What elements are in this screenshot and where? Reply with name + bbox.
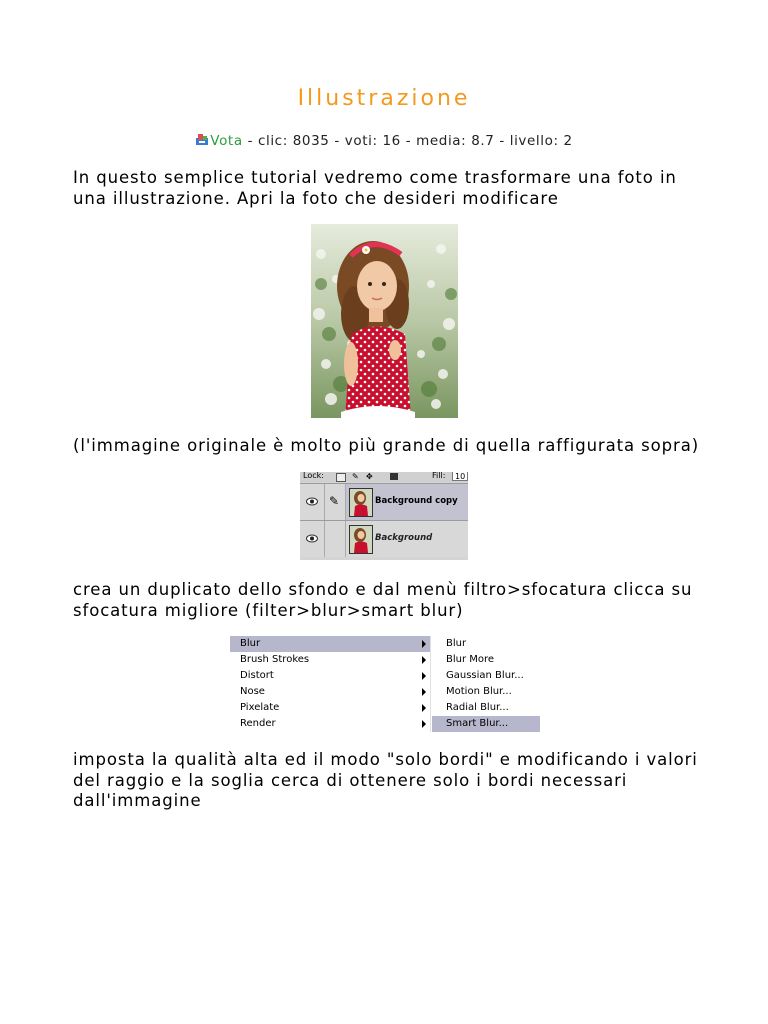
lock-brush-icon[interactable]: ✎	[352, 472, 359, 481]
blur-submenu	[432, 636, 540, 732]
vote-stats-line	[0, 133, 768, 149]
fill-label: Fill:	[432, 472, 446, 480]
layer-thumbnail	[349, 488, 373, 517]
layers-toolbar	[300, 472, 468, 482]
submenu-arrow-icon	[422, 720, 426, 728]
submenu-item-radial-blur[interactable]: Radial Blur...	[446, 702, 509, 713]
page-title: Illustrazione	[297, 86, 471, 111]
layer-thumbnail	[349, 525, 373, 554]
submenu-arrow-icon	[422, 704, 426, 712]
fill-value-field[interactable]: 10	[452, 472, 468, 481]
submenu-item-gaussian-blur[interactable]: Gaussian Blur...	[446, 670, 524, 681]
original-photo	[311, 224, 458, 418]
eye-icon[interactable]	[306, 534, 318, 543]
submenu-arrow-icon	[422, 640, 426, 648]
layer-name: Background	[375, 533, 433, 543]
layer-row-background[interactable]	[300, 520, 468, 557]
vote-stats: - clic: 8035 - voti: 16 - media: 8.7 - livello: 2	[242, 133, 573, 149]
vote-link[interactable]: Vota	[210, 133, 243, 149]
submenu-arrow-icon	[422, 672, 426, 680]
submenu-item-motion-blur[interactable]: Motion Blur...	[446, 686, 512, 697]
eye-icon[interactable]	[306, 497, 318, 506]
duplicate-paragraph: crea un duplicato dello sfondo e dal menù filtro>sfocatura clicca su sfocatura migliore (filter>blur>smart blur)	[73, 580, 693, 620]
layers-panel	[300, 472, 468, 560]
submenu-item-smart-blur[interactable]: Smart Blur...	[432, 716, 540, 732]
submenu-arrow-icon	[422, 688, 426, 696]
note-paragraph: (l'immagine originale è molto più grande di quella raffigurata sopra)	[73, 436, 700, 455]
layer-name: Background copy	[375, 496, 458, 506]
settings-paragraph: imposta la qualità alta ed il modo "solo bordi" e modificando i valori del raggio e la soglia cerca di ottenere solo i bordi necessari dall'immagine	[73, 750, 698, 810]
menu-item-nose[interactable]: Nose	[230, 684, 430, 700]
lock-label: Lock:	[303, 472, 324, 480]
menu-item-brush-strokes[interactable]: Brush Strokes	[230, 652, 430, 668]
filter-menu	[230, 636, 430, 732]
menu-item-render[interactable]: Render	[230, 716, 430, 732]
layer-row-background-copy[interactable]	[300, 483, 468, 520]
lock-move-icon[interactable]: ✥	[366, 472, 373, 481]
submenu-item-blur-more[interactable]: Blur More	[446, 654, 495, 665]
menu-item-pixelate[interactable]: Pixelate	[230, 700, 430, 716]
lock-all-icon[interactable]	[390, 473, 398, 480]
menu-divider	[430, 636, 431, 732]
lock-transparency-icon[interactable]	[336, 473, 346, 482]
submenu-item-blur[interactable]: Blur	[446, 638, 467, 649]
menu-item-blur[interactable]: Blur	[230, 636, 430, 652]
vote-icon[interactable]	[195, 133, 209, 146]
submenu-arrow-icon	[422, 656, 426, 664]
brush-icon: ✎	[329, 494, 340, 508]
intro-paragraph: In questo semplice tutorial vedremo come trasformare una foto in una illustrazione. Apri la foto che desideri modificare	[73, 168, 677, 208]
menu-item-distort[interactable]: Distort	[230, 668, 430, 684]
